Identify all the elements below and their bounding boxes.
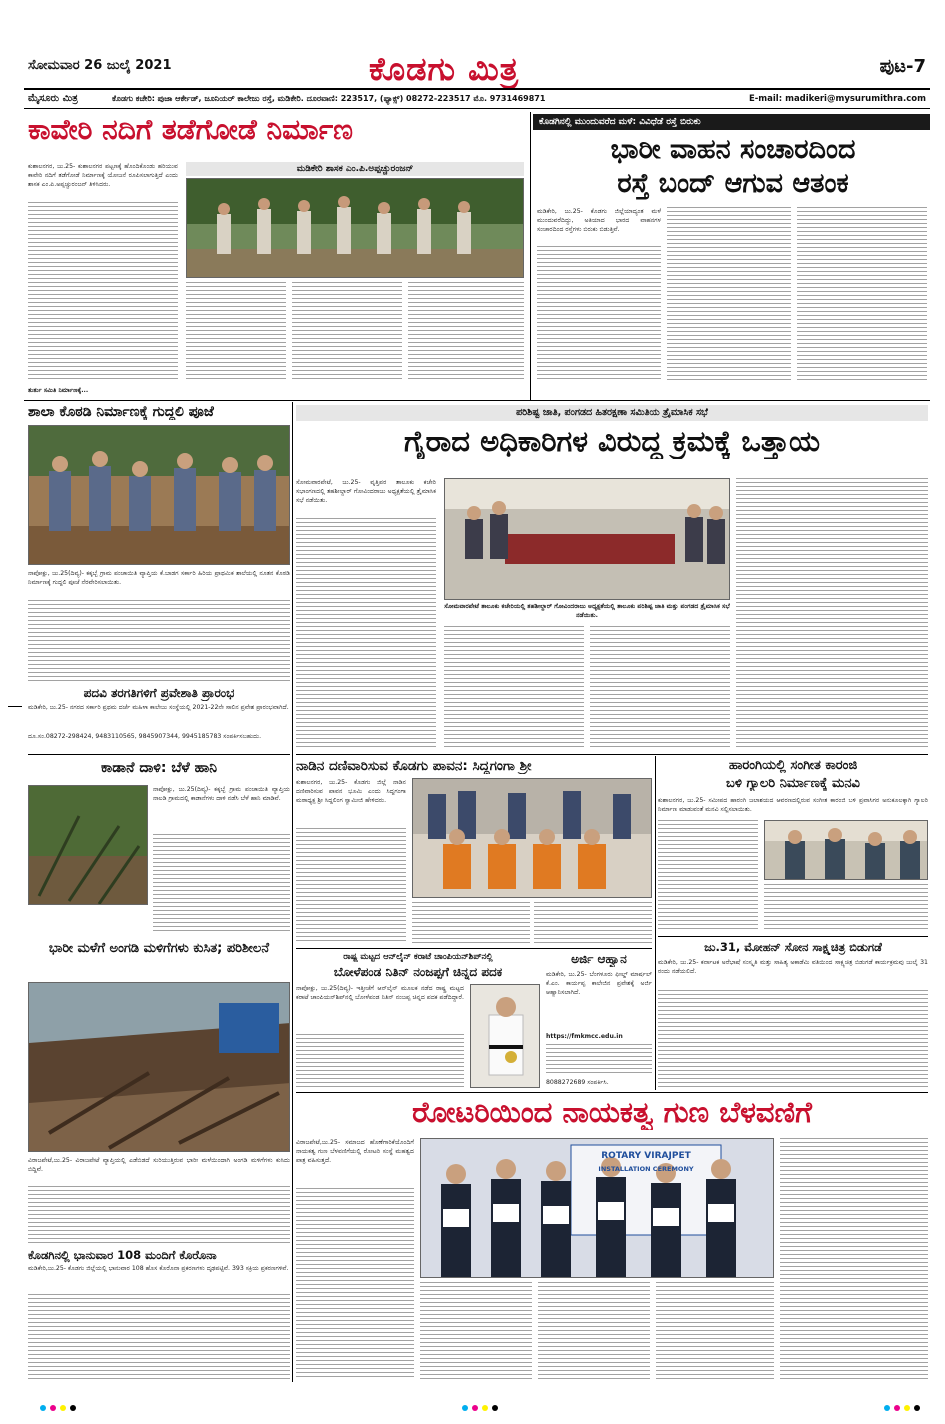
a8-photo-image: [765, 821, 928, 880]
a6-lead: ನಾಪೋಕ್ಲು, ಜು.25(ದಿವ್ಯ)- ಕಕ್ಕಬ್ಬೆ ಗ್ರಾಮ ಪಂಚಾಯಿತಿ ವ್ಯಾಪ್ತಿಯ ನಾಲಡಿ ಗ್ರಾಮದಲ್ಲಿ ಕಾಡಾನೆಗಳು ದಾಳಿ ನಡೆಸಿ ಬೆಳೆ ಹಾನಿ ಮಾಡಿವೆ.: [153, 786, 290, 803]
a11-body: [296, 1034, 464, 1088]
registration-mark-icon: [8, 706, 22, 707]
headline-harangi-1: ಹಾರಂಗಿಯಲ್ಲಿ ಸಂಗೀತ ಕಾರಂಜಿ: [728, 758, 858, 773]
a4-body-4: [736, 478, 928, 750]
a9-lead: ವಿರಾಜಪೇಟೆ,ಜು.25- ವಿರಾಜಪೇಟೆ ವ್ಯಾಪ್ತಿಯಲ್ಲಿ ಎಡೆಬಿಡದೆ ಸುರಿಯುತ್ತಿರುವ ಭಾರೀ ಮಳೆಯಿಂದಾಗಿ ಅಂಗಡಿ ಮಳಿಗೆಗಳು ಕುಸಿದು ಬಿದ್ದಿವೆ.: [28, 1157, 290, 1174]
a8-body-2: [764, 884, 928, 932]
header-rule-2: [24, 108, 930, 109]
a12-body: [546, 1044, 652, 1076]
a3-photo: [28, 425, 290, 565]
a1-caption: ತುರ್ತು ಸಮಿತಿ ನಿರ್ಮಾಣಕ್ಕೆ...: [28, 387, 89, 394]
a6-photo: [28, 785, 148, 905]
column-rule-1: [292, 402, 293, 1382]
a4-body-1: [296, 518, 436, 750]
a10-lead: ಮಡಿಕೇರಿ,ಜು.25- ಕೊಡಗು ಜಿಲ್ಲೆಯಲ್ಲಿ ಭಾನುವಾರ 108 ಹೊಸ ಕೊರೊನಾ ಪ್ರಕರಣಗಳು ದೃಢಪಟ್ಟಿವೆ. 393 ಸಕ್ರಿಯ ಪ್ರಕರಣಗಳಿವೆ.: [28, 1265, 289, 1272]
divider-1: [24, 400, 930, 401]
a14-body-5: [780, 1138, 928, 1380]
a2-body-2: [667, 207, 791, 382]
a7-photo: [412, 778, 652, 898]
a3-lead: ನಾಪೋಕ್ಲು, ಜು.25(ದಿವ್ಯ)- ಕಕ್ಕಬ್ಬೆ ಗ್ರಾಮ ಪಂಚಾಯಿತಿ ವ್ಯಾಪ್ತಿಯ ಕೆ.ಬಾಡಗ ಸರ್ಕಾರಿ ಹಿರಿಯ ಪ್ರಾಥಮಿಕ ಶಾಲೆಯಲ್ಲಿ ನೂತನ ಕೊಠಡಿ ನಿರ್ಮಾಣಕ್ಕೆ ಗುದ್ದಲಿ ಪೂಜೆ ನೆರವೇರಿಸಲಾಯಿತು.: [28, 570, 290, 587]
headline-cauvery-wall: ಕಾವೇರಿ ನದಿಗೆ ತಡೆಗೋಡೆ ನಿರ್ಮಾಣ: [28, 113, 353, 146]
a8-lead: ಕುಶಾಲನಗರ, ಜು.25- ಸಮೀಪದ ಹಾರಂಗಿ ಜಲಾಶಯದ ಆವರಣದಲ್ಲಿರುವ ಸಂಗೀತ ಕಾರಂಜಿ ಬಳಿ ಪ್ರವಾಸಿಗರ ಅನುಕೂಲಕ್ಕಾಗಿ ಗ್ಯಾಲರಿ ನಿರ್ಮಾಣ ಮಾಡುವಂತೆ ಮನವಿ ಸಲ್ಲಿಸಲಾಯಿತು.: [658, 797, 928, 814]
email: E-mail: madikeri@mysurumithra.com: [748, 94, 926, 104]
a14-lead: ವಿರಾಜಪೇಟೆ,ಜು.25- ಸಮಾಜದ ಹೊಣೆಗಾರಿಕೆಯೊಂದಿಗೆ ನಾಯಕತ್ವ ಗುಣ ಬೆಳವಣಿಗೆಯಲ್ಲಿ ರೋಟರಿ ಸಂಸ್ಥೆ ಮಹತ್ವದ ಪಾತ್ರ ವಹಿಸುತ್ತದೆ.: [296, 1139, 414, 1165]
headline-corona: ಕೊಡಗಿನಲ್ಲಿ ಭಾನುವಾರ 108 ಮಂದಿಗೆ ಕೊರೊನಾ: [28, 1248, 217, 1262]
headline-documentary: ಜು.31, ಮೋಹನ್ ಸೋನ ಸಾಕ್ಷ್ಯಚಿತ್ರ ಬಿಡುಗಡೆ: [704, 940, 882, 954]
a7-body-3: [534, 902, 652, 944]
a13-body: [658, 990, 928, 1088]
headline-harangi-2: ಬಳಿ ಗ್ಯಾಲರಿ ನಿರ್ಮಾಣಕ್ಕೆ ಮನವಿ: [726, 776, 860, 791]
headline-applications: ಅರ್ಜಿ ಆಹ್ವಾನ: [571, 952, 627, 966]
a13-lead: ಮಡಿಕೇರಿ, ಜು.25- ಕರ್ನಾಟಕ ಅರೆಭಾಷೆ ಸಂಸ್ಕೃತಿ ಮತ್ತು ಸಾಹಿತ್ಯ ಅಕಾಡೆಮಿ ವತಿಯಿಂದ ಸಾಕ್ಷ್ಯಚಿತ್ರ ಬಿಡುಗಡೆ ಕಾರ್ಯಕ್ರಮವು ಜುಲೈ 31 ರಂದು ನಡೆಯಲಿದೆ.: [658, 959, 928, 976]
a10-body: [28, 1294, 290, 1380]
a1-body-3: [292, 282, 402, 382]
headline-school-room: ಶಾಲಾ ಕೊಠಡಿ ನಿರ್ಮಾಣಕ್ಕೆ ಗುದ್ದಲಿ ಪೂಜೆ: [28, 404, 214, 420]
a4-photo: [444, 478, 730, 600]
brand-name: ಮೈಸೂರು ಮಿತ್ರ: [28, 93, 78, 104]
a2-body-1: [537, 246, 661, 382]
a4-photo-image: [445, 479, 730, 600]
a4-caption: ಸೋಮವಾರಪೇಟೆ ತಾಲೂಕು ಕಚೇರಿಯಲ್ಲಿ ತಹಶೀಲ್ದಾರ್ ಗೋವಿಂದರಾಜು ಅಧ್ಯಕ್ಷತೆಯಲ್ಲಿ ತಾಲೂಕು ಪರಿಶಿಷ್ಟ ಜಾತಿ ಮತ್ತು ಪಂಗಡದ ತ್ರೈಮಾಸಿಕ ಸಭೆ ನಡೆಯಿತು.: [444, 603, 730, 620]
a8-photo: [764, 820, 928, 880]
a14-body-2: [420, 1282, 532, 1380]
a1-lead: ಕುಶಾಲನಗರ, ಜು.25- ಕುಶಾಲನಗರ ಪಟ್ಟಣಕ್ಕೆ ಹೊಂದಿಕೊಂಡು ಹರಿಯುವ ಕಾವೇರಿ ನದಿಗೆ ತಡೆಗೋಡೆ ನಿರ್ಮಾಣಕ್ಕೆ ಯೋಜನೆ ರೂಪಿಸಲಾಗುತ್ತಿದೆ ಎಂದು ಶಾಸಕ ಎಂ.ಪಿ.ಅಪ್ಪಚ್ಚುರಂಜನ್ ತಿಳಿಸಿದರು.: [28, 163, 178, 189]
a9-body: [28, 1186, 290, 1244]
headline-karate-2: ಬೋಳೆಪಂಡ ನಿತಿನ್ ನಂಜಪ್ಪಗೆ ಚಿನ್ನದ ಪದಕ: [333, 965, 503, 979]
a8-body-1: [658, 820, 758, 932]
divider-2: [296, 754, 928, 755]
a7-photo-image: [413, 779, 652, 898]
a2-lead: ಮಡಿಕೇರಿ, ಜು.25- ಕೊಡಗು ಜಿಲ್ಲೆಯಾದ್ಯಂತ ಮಳೆ ಮುಂದುವರೆದಿದ್ದು, ಅತಿಯಾದ ಭಾರದ ವಾಹನಗಳ ಸಂಚಾರದಿಂದ ರಸ್ತೆಗಳು ಬಿರುಕು ಬಿಡುತ್ತಿವೆ.: [537, 208, 661, 234]
masthead: [24, 52, 930, 92]
headline-elephant-attack: ಕಾಡಾನೆ ದಾಳಿ: ಬೆಳೆ ಹಾನಿ: [101, 760, 217, 776]
a5-lead: ಮಡಿಕೇರಿ, ಜು.25- ನಗರದ ಸರ್ಕಾರಿ ಪ್ರಥಮ ದರ್ಜೆ ಮಹಿಳಾ ಕಾಲೇಜು ಸಂಸ್ಥೆಯಲ್ಲಿ 2021-22ನೇ ಸಾಲಿನ ಪ್ರವೇಶ ಪ್ರಾರಂಭವಾಗಿದೆ.: [28, 704, 289, 711]
newspaper-title: ಕೊಡಗು ಮಿತ್ರ: [369, 50, 520, 88]
a1-body-4: [408, 282, 524, 382]
a14-body-1: [296, 1188, 414, 1380]
a14-body-3: [538, 1282, 650, 1380]
issue-date: ಸೋಮವಾರ 26 ಜುಲೈ 2021: [28, 58, 172, 73]
a2-body-3: [797, 207, 927, 382]
divider-3: [296, 1092, 928, 1093]
page-number: ಪುಟ-7: [879, 56, 926, 77]
headline-karate-1: ರಾಷ್ಟ್ರ ಮಟ್ಟದ ಆನ್‌ಲೈನ್ ಕರಾಟೆ ಚಾಂಪಿಯನ್‌ಶಿಪ್‌ನಲ್ಲಿ: [343, 952, 493, 962]
a14-photo: [420, 1138, 774, 1278]
a3-photo-image: [29, 426, 290, 565]
column-rule-2: [530, 112, 531, 400]
column-rule-3: [655, 756, 656, 1090]
headline-siddaganga: ನಾಡಿನ ದಣಿವಾರಿಸುವ ಕೊಡಗು ಪಾವನ: ಸಿದ್ದಗಂಗಾ ಶ್ರೀ: [296, 758, 532, 774]
a4-body-2: [444, 626, 584, 750]
divider-a13: [658, 936, 928, 937]
divider-a5: [28, 754, 290, 755]
a11-lead: ನಾಪೋಕ್ಲು, ಜು.25(ದಿವ್ಯ)- ಇತ್ತೀಚೆಗೆ ಆನ್‌ಲೈನ್ ಮೂಲಕ ನಡೆದ ರಾಷ್ಟ್ರ ಮಟ್ಟದ ಕರಾಟೆ ಚಾಂಪಿಯನ್‌ಶಿಪ್‌ನಲ್ಲಿ ಬೋಳೆಪಂಡ ನಿತಿನ್ ನಂಜಪ್ಪ ಚಿನ್ನದ ಪದಕ ಪಡೆದಿದ್ದಾರೆ.: [296, 985, 464, 1002]
a1-photo-image: [187, 179, 524, 278]
headline-heavy-vehicles-2: ರಸ್ತೆ ಬಂದ್ ಆಗುವ ಆತಂಕ: [617, 168, 849, 199]
a7-lead: ಕುಶಾಲನಗರ, ಜು.25- ಕೊಡಗು ಜಿಲ್ಲೆ ನಾಡಿನ ದಣಿವಾರಿಸುವ ಪಾವನ ಭೂಮಿ ಎಂದು ಸಿದ್ದಗಂಗಾ ಮಠಾಧ್ಯಕ್ಷ ಶ್ರೀ ಸಿದ್ದಲಿಂಗ ಸ್ವಾಮೀಜಿ ಹೇಳಿದರು.: [296, 779, 406, 805]
kicker-rain: ಕೊಡಗಿನಲ್ಲಿ ಮುಂದುವರೆದ ಮಳೆ: ವಿವಿಧೆಡೆ ರಸ್ತೆ ಬಿರುಕು: [533, 114, 930, 130]
a12-phone: 8088272689 ಸಂಪರ್ಕಿಸಿ.: [546, 1079, 609, 1086]
headline-heavy-vehicles-1: ಭಾರೀ ವಾಹನ ಸಂಚಾರದಿಂದ: [610, 134, 856, 165]
a1-photo: [186, 178, 524, 278]
a11-photo-image: [471, 985, 540, 1088]
a12-lead: ಮಡಿಕೇರಿ, ಜು.25- ಬೆಂಗಳೂರು ಫೀಲ್ಡ್ ಮಾರ್ಷಲ್ ಕೆ.ಎಂ. ಕಾರ್ಯಪ್ಪ ಕಾಲೇಜಿನ ಪ್ರವೇಶಕ್ಕೆ ಅರ್ಜಿ ಆಹ್ವಾನಿಸಲಾಗಿದೆ.: [546, 971, 652, 997]
rotary-banner-sub: INSTALLATION CEREMONY: [598, 1165, 694, 1173]
a9-photo: [28, 982, 290, 1152]
headline-rotary: ರೋಟರಿಯಿಂದ ನಾಯಕತ್ವ ಗುಣ ಬೆಳವಣಿಗೆ: [412, 1095, 812, 1129]
a7-body-2: [412, 902, 530, 944]
divider-a11: [296, 948, 652, 949]
headline-degree-admissions: ಪದವಿ ತರಗತಿಗಳಿಗೆ ಪ್ರವೇಶಾತಿ ಪ್ರಾರಂಭ: [83, 686, 235, 700]
headline-shops-collapse-1: ಭಾರೀ ಮಳೆಗೆ ಅಂಗಡಿ ಮಳಿಗೆಗಳು ಕುಸಿತ; ಪರಿಶೀಲನೆ: [48, 941, 270, 956]
header-rule: [24, 88, 930, 90]
a4-lead: ಸೋಮವಾರಪೇಟೆ, ಜು.25- ವೃತ್ತಿಪರ ತಾಲೂಕು ಕಚೇರಿ ಸಭಾಂಗಣದಲ್ಲಿ ತಹಶೀಲ್ದಾರ್ ಗೋವಿಂದರಾಜು ಅಧ್ಯಕ್ಷತೆಯಲ್ಲಿ ತ್ರೈಮಾಸಿಕ ಸಭೆ ನಡೆಯಿತು.: [296, 479, 436, 505]
rotary-banner: ROTARY VIRAJPET: [601, 1151, 691, 1161]
a4-body-3: [590, 626, 730, 750]
a1-body-2: [186, 282, 286, 382]
a6-body: [153, 834, 290, 934]
a11-photo: [470, 984, 540, 1088]
a7-body-1: [296, 828, 406, 944]
color-bar-icon: [40, 1404, 920, 1412]
a3-body: [28, 600, 290, 682]
a5-contact: ದೂ.ಸಂ.08272-298424, 9483110565, 9845907344, 9945185783 ಸಂಪರ್ಕಿಸಬಹುದು.: [28, 733, 262, 740]
a9-photo-image: [29, 983, 290, 1152]
headline-absent-officials: ಗೈರಾದ ಅಧಿಕಾರಿಗಳ ವಿರುದ್ಧ ಕ್ರಮಕ್ಕೆ ಒತ್ತಾಯ: [403, 424, 821, 458]
a12-url[interactable]: https://fmkmcc.edu.in: [546, 1033, 623, 1040]
address-line: ಕೊಡಗು ಕಚೇರಿ: ಪುಜಾ ಆರ್ಕೇಡ್, ಜೂನಿಯರ್ ಕಾಲೇಜು ರಸ್ತೆ, ಮಡಿಕೇರಿ. ದೂರವಾಣಿ: 223517, (ಫ್ಯಾಕ್ಸ್) 08272-223517 ಮೊ. 9731469871: [112, 94, 546, 103]
a14-body-4: [656, 1282, 774, 1380]
a1-body: [28, 202, 178, 382]
a6-photo-image: [29, 786, 148, 905]
kicker-scst: ಪರಿಶಿಷ್ಟ ಜಾತಿ, ಪಂಗಡದ ಹಿತರಕ್ಷಣಾ ಸಮಿತಿಯ ತ್ರೈಮಾಸಿಕ ಸಭೆ: [296, 405, 928, 421]
kicker-mla: ಮಡಿಕೇರಿ ಶಾಸಕ ಎಂ.ಪಿ.ಅಪ್ಪಚ್ಚುರಂಜನ್: [186, 162, 524, 176]
address-strip: [24, 91, 930, 107]
